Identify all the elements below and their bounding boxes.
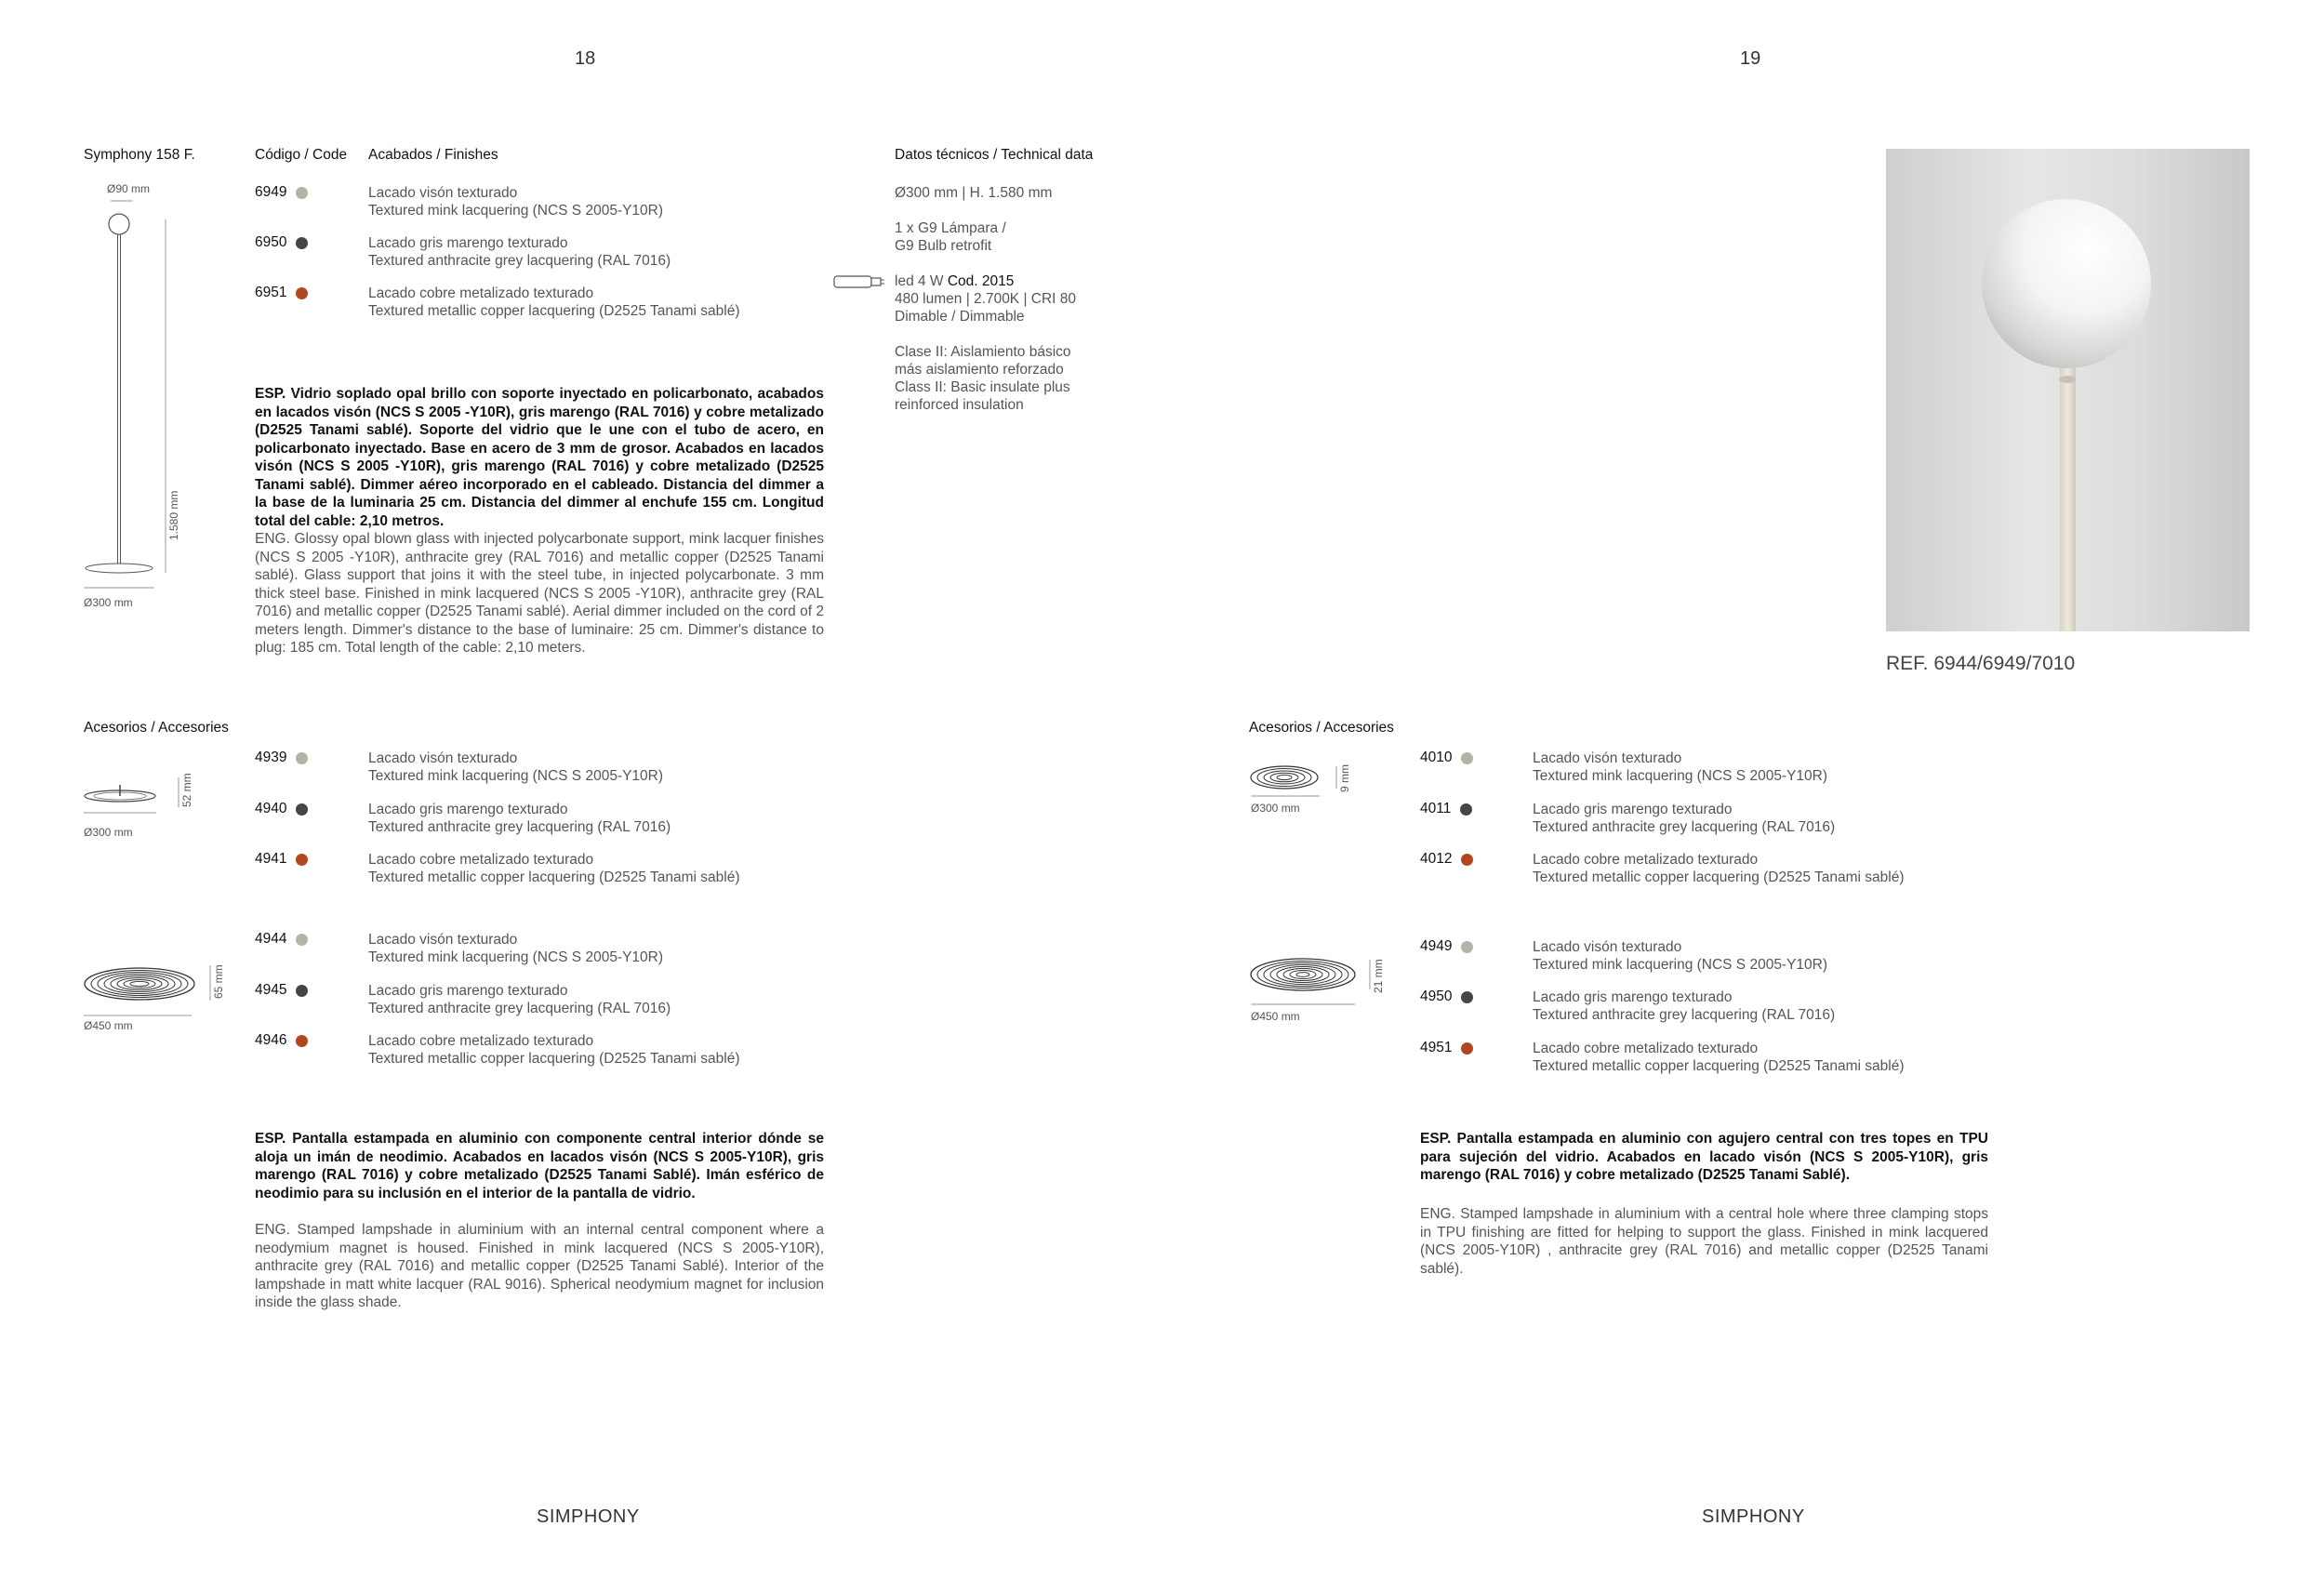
footer-right: SIMPHONY [1702, 1506, 1805, 1527]
swatch-grey [296, 985, 308, 997]
led-bulb-icon [833, 273, 885, 290]
swatch-copper [296, 1035, 308, 1047]
accessory-code-4951: 4951 [1420, 1040, 1473, 1056]
finish-description: Lacado visón texturado Textured mink lacquering (NCS S 2005-Y10R) [1533, 750, 1828, 784]
accessory-code-4946: 4946 [255, 1032, 308, 1049]
accessory-flat-large-drawing [1249, 949, 1398, 1042]
finish-code-6949: 6949 [255, 184, 308, 201]
accessory-code-4939: 4939 [255, 750, 308, 766]
accessory-description-spanish: ESP. Pantalla estampada en aluminio con agujero central con tres topes en TPU para sujeción del vidrio. Acabados en lacado visón (NCS S 2005-Y10R), gris marengo (RAL 7016) y cobre metalizado (D2525 Tanami Sablé). [1420, 1131, 1988, 1183]
swatch-mink [1461, 752, 1473, 764]
accessory-description-english: ENG. Stamped lampshade in aluminium with an internal central component where a neodymium magnet is housed. Finished in mink lacquered (NCS S 2005-Y10R), anthracite grey (RAL 7016) and metallic copper (D2525 Tanami Sablé). Interior of the lampshade in matt white lacquer (RAL 9016). Spherical neodymium magnet for inclusion inside the glass shade. [255, 1222, 824, 1310]
accessory-description-english: ENG. Stamped lampshade in aluminium with a central hole where three clamping stops in TPU finishing are fitted for helping to support the glass. Finished in mink lacquered (NCS 2005-Y10R) , anthracite grey (RAL 7016) and metallic copper (D2525 Tanami sablé). [1420, 1206, 1988, 1277]
height-label: 1.580 mm [167, 490, 180, 540]
height-label: 52 mm [180, 773, 193, 807]
product-photo [1886, 149, 2250, 631]
floor-lamp-photo-image [1886, 149, 2250, 631]
top-diameter-label: Ø90 mm [107, 182, 151, 195]
description-english: ENG. Glossy opal blown glass with injected polycarbonate support, mink lacquer finishes (NCS S 2005 -Y10R), anthracite grey (RAL 7016) and metallic copper (D2525 Tanami sablé). Glass support that joins it with the steel tube, in injected polycarbonate. 3 mm thick steel base. Finished in mink lacquered (NCS S 2005 -Y10R), anthracite grey (RAL 7016) and metallic copper (D2525 Tanami sablé). Aerial dimmer included on the cord of 2 meters length. Dimmer's distance to the base of luminaire: 25 cm. Dimmer's distance to plug: 185 cm. Total length of the cable: 2,10 meters. [255, 531, 824, 656]
photo-reference: REF. 6944/6949/7010 [1886, 653, 2076, 674]
tech-lamp: 1 x G9 Lámpara / G9 Bulb retrofit [895, 220, 1006, 254]
accessories-title-right: Acesorios / Accesories [1249, 720, 1394, 736]
accessory-shade-large-drawing [82, 958, 231, 1051]
code-column-header: Código / Code [255, 147, 348, 163]
tech-led: led 4 W Cod. 2015 480 lumen | 2.700K | CRI 80 Dimable / Dimmable [895, 273, 1077, 325]
description-spanish: ESP. Vidrio soplado opal brillo con soporte inyectado en policarbonato, acabados en lacados visón (NCS S 2005 -Y10R), gris marengo (RAL 7016) y cobre metalizado (D2525 Tanami sablé). Soporte del vidrio que le une con el tubo de acero, en policarbonato inyectado. Base en acero de 3 mm de grosor. Acabados en lacados visón (NCS S 2005 -Y10R), gris marengo (RAL 7016) y cobre metalizado (D2525 Tanami sablé). Dimmer aéreo incorporado en el cableado. Distancia del dimmer a la base de la luminaria 25 cm. Distancia del dimmer al enchufe 155 cm. Longitud total del cable: 2,10 metros. [255, 386, 824, 529]
finish-description: Lacado cobre metalizado texturado Textured metallic copper lacquering (D2525 Tanami sablé) [368, 285, 740, 319]
finish-description: Lacado cobre metalizado texturado Textured metallic copper lacquering (D2525 Tanami sablé) [1533, 852, 1905, 885]
swatch-copper [296, 854, 308, 866]
swatch-copper [1461, 854, 1473, 866]
swatch-mink [1461, 941, 1473, 953]
diameter-label: Ø450 mm [84, 1019, 133, 1032]
finish-code-6950: 6950 [255, 234, 308, 251]
height-label: 9 mm [1338, 764, 1351, 792]
diameter-label: Ø450 mm [1251, 1010, 1300, 1023]
finish-description: Lacado gris marengo texturado Textured anthracite grey lacquering (RAL 7016) [368, 802, 671, 835]
finish-description: Lacado visón texturado Textured mink lacquering (NCS S 2005-Y10R) [368, 185, 664, 219]
swatch-grey [296, 237, 308, 249]
height-label: 21 mm [1372, 959, 1385, 993]
accessories-title-left: Acesorios / Accesories [84, 720, 229, 736]
swatch-grey [1460, 803, 1472, 816]
finish-description: Lacado cobre metalizado texturado Textured metallic copper lacquering (D2525 Tanami sablé) [368, 852, 740, 885]
accessory-code-4941: 4941 [255, 851, 308, 868]
tech-size: Ø300 mm | H. 1.580 mm [895, 185, 1053, 201]
finish-description: Lacado gris marengo texturado Textured anthracite grey lacquering (RAL 7016) [368, 235, 671, 269]
finish-description: Lacado visón texturado Textured mink lacquering (NCS S 2005-Y10R) [368, 932, 664, 965]
swatch-mink [296, 187, 308, 199]
product-name: Symphony 158 F. [84, 147, 195, 163]
tech-insulation-class: Clase II: Aislamiento básico más aislamiento reforzado Class II: Basic insulate plus reinforced insulation [895, 344, 1071, 413]
finish-description: Lacado cobre metalizado texturado Textured metallic copper lacquering (D2525 Tanami sablé) [368, 1033, 740, 1067]
accessory-code-4940: 4940 [255, 801, 308, 817]
height-label: 65 mm [212, 964, 225, 999]
diameter-label: Ø300 mm [84, 826, 133, 839]
accessory-code-4010: 4010 [1420, 750, 1473, 766]
base-diameter-label: Ø300 mm [84, 596, 133, 609]
swatch-mink [296, 752, 308, 764]
finish-code-6951: 6951 [255, 285, 308, 301]
finish-description: Lacado gris marengo texturado Textured anthracite grey lacquering (RAL 7016) [368, 983, 671, 1016]
accessory-code-4950: 4950 [1420, 989, 1473, 1005]
accessory-flat-small-drawing [1249, 755, 1379, 829]
finish-description: Lacado gris marengo texturado Textured anthracite grey lacquering (RAL 7016) [1533, 802, 1836, 835]
footer-left: SIMPHONY [537, 1506, 640, 1527]
finish-description: Lacado gris marengo texturado Textured anthracite grey lacquering (RAL 7016) [1533, 989, 1836, 1023]
finish-description: Lacado visón texturado Textured mink lacquering (NCS S 2005-Y10R) [368, 750, 664, 784]
page-number-left: 18 [575, 48, 596, 69]
tech-data-header: Datos técnicos / Technical data [895, 147, 1094, 163]
accessory-shade-small-drawing [82, 768, 203, 843]
floor-lamp-drawing [82, 182, 180, 610]
swatch-copper [296, 287, 308, 299]
finish-description: Lacado visón texturado Textured mink lacquering (NCS S 2005-Y10R) [1533, 939, 1828, 973]
page-number-right: 19 [1740, 48, 1761, 69]
swatch-mink [296, 934, 308, 946]
floor-lamp-icon [82, 182, 175, 610]
accessory-code-4949: 4949 [1420, 938, 1473, 955]
swatch-grey [296, 803, 308, 816]
accessory-description-spanish: ESP. Pantalla estampada en aluminio con componente central interior dónde se aloja un imán de neodimio. Acabados en lacados visón (NCS S 2005-Y10R), gris marengo (RAL 7016) y cobre metalizado (D2525 Tanami Sablé). Imán esférico de neodimio para su inclusión en el interior de la pantalla de vidrio. [255, 1131, 824, 1201]
accessory-code-4945: 4945 [255, 982, 308, 999]
accessory-code-4944: 4944 [255, 931, 308, 948]
diameter-label: Ø300 mm [1251, 802, 1300, 815]
finishes-column-header: Acabados / Finishes [368, 147, 498, 163]
swatch-copper [1461, 1042, 1473, 1055]
swatch-grey [1461, 991, 1473, 1003]
finish-description: Lacado cobre metalizado texturado Textured metallic copper lacquering (D2525 Tanami sablé) [1533, 1041, 1905, 1074]
accessory-code-4011: 4011 [1420, 801, 1472, 817]
accessory-code-4012: 4012 [1420, 851, 1473, 868]
